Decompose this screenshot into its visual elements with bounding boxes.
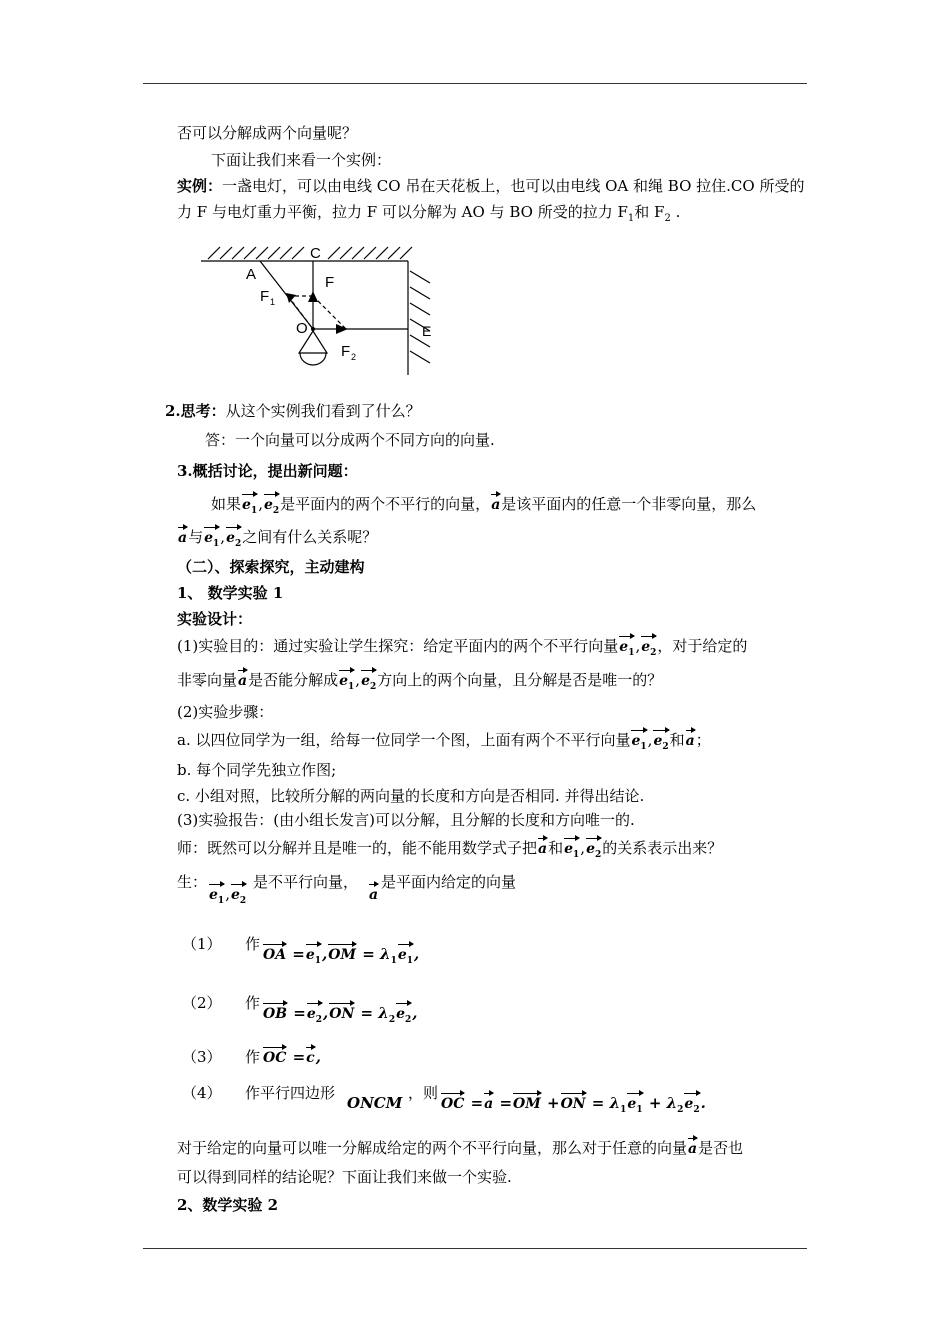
text-line: (1)实验目的：通过实验让学生探究：给定平面内的两个不平行向量$e_1,e_2$，对于给定的 bbox=[177, 636, 747, 663]
lamp-bulb bbox=[300, 353, 326, 365]
text-span: 方向上的两个向量，且分解是否是唯一的？ bbox=[377, 671, 663, 689]
formula: a bbox=[369, 887, 379, 903]
label-o: O bbox=[296, 320, 308, 337]
text-line: 可以得到同样的结论呢？下面让我们来做一个实验. bbox=[177, 1168, 512, 1186]
step-number: （1） bbox=[182, 935, 222, 953]
text-line: 作 bbox=[245, 1048, 261, 1066]
text-span: 非零向量 bbox=[177, 671, 238, 689]
text-span: 对于给定的向量可以唯一分解成给定的两个不平行向量，那么对于任意的向量 bbox=[177, 1139, 688, 1157]
text-span: 生： bbox=[177, 873, 208, 891]
text-line: 力 F 与电灯重力平衡，拉力 F 可以分解为 AO 与 BO 所受的拉力 $F_1$和 $F_2$ . bbox=[177, 203, 681, 224]
text-span: 如果 bbox=[211, 495, 242, 513]
text-span: 的关系表示出来？ bbox=[602, 839, 723, 857]
text-span: ，对于给定的 bbox=[657, 637, 748, 655]
text-line: (2)实验步骤： bbox=[177, 703, 274, 721]
text-line: 作 bbox=[245, 935, 261, 953]
label-f1-sub: 1 bbox=[270, 297, 276, 307]
text-span: 之间有什么关系呢？ bbox=[242, 528, 378, 546]
text-span: 是平面内给定的向量 bbox=[381, 873, 517, 891]
formula: ONCM bbox=[347, 1094, 403, 1112]
text-line bbox=[177, 176, 804, 196]
text-line bbox=[177, 872, 207, 892]
text-line bbox=[165, 401, 421, 421]
label-c: C bbox=[310, 245, 321, 262]
text-span: 是平面内的两个不平行的向量， bbox=[280, 495, 491, 513]
label-f1: F bbox=[260, 288, 270, 305]
text-line: a. 以四位同学为一组，给每一位同学一个图，上面有两个不平行向量$e_1,e_2$和a； bbox=[177, 730, 711, 757]
label-b: E bbox=[422, 323, 432, 339]
label-f: F bbox=[325, 274, 335, 291]
formula: OC $=a =OM +ON = \lambda_1e_1 + \lambda_2e_2$. bbox=[440, 1093, 706, 1120]
text-line bbox=[177, 583, 283, 603]
footer-rule bbox=[143, 1248, 807, 1249]
dash-diag bbox=[313, 296, 346, 329]
section-heading: （二）、探索探究，主动建构 bbox=[177, 558, 365, 576]
text-line: 师：既然可以分解并且是唯一的，能不能用数学式子把a和$e_1,e_2$的关系表示出来？ bbox=[177, 838, 722, 865]
text-span: 是该平面内的任意一个非零向量，那么 bbox=[501, 495, 757, 513]
formula: OA $=e_1,OM = \lambda_1e_1$, bbox=[262, 944, 419, 971]
text-span: 是否能分解成 bbox=[248, 671, 339, 689]
text-line: b. 每个同学先独立作图; bbox=[177, 761, 337, 779]
text-span: ； bbox=[695, 731, 711, 749]
step-number: （2） bbox=[182, 994, 222, 1012]
text-line: 如果$e_1,e_2$是平面内的两个不平行的向量，a是该平面内的任意一个非零向量，那么 bbox=[211, 494, 756, 521]
text-line: 下面让我们来看一个实例： bbox=[211, 151, 392, 169]
text-line: 答：一个向量可以分成两个不同方向的向量. bbox=[205, 431, 495, 449]
wall-hatch bbox=[410, 271, 430, 363]
text-line: c. 小组对照，比较所分解的两向量的长度和方向是否相同. 并得出结论. bbox=[177, 787, 645, 805]
text-span: 1、 数学实验 1 bbox=[177, 584, 284, 602]
point-o bbox=[311, 327, 315, 331]
text-line: 非零向量a是否能分解成$e_1,e_2$方向上的两个向量，且分解是否是唯一的？ bbox=[177, 670, 662, 697]
text-span: . bbox=[670, 203, 681, 221]
text-span: 和 bbox=[548, 839, 564, 857]
text-span: 是否也 bbox=[698, 1139, 744, 1157]
text-span: 和 bbox=[669, 731, 685, 749]
text-span: 从这个实例我们看到了什么？ bbox=[225, 402, 421, 420]
text-line: 否可以分解成两个向量呢？ bbox=[177, 124, 358, 142]
section-heading: 实验设计： bbox=[177, 610, 253, 628]
example-label: 实例： bbox=[177, 177, 223, 195]
text-span: 和 F bbox=[634, 203, 665, 221]
text-line bbox=[253, 872, 358, 892]
text-line: 作 bbox=[245, 994, 261, 1012]
arrow-f2 bbox=[336, 324, 348, 334]
label-f2-sub: 2 bbox=[351, 352, 357, 362]
text-line: a与$e_1,e_2$之间有什么关系呢？ bbox=[177, 527, 377, 554]
formula: OB $=e_2,ON = \lambda_2e_2$, bbox=[262, 1003, 418, 1030]
text-line: ，则 bbox=[408, 1084, 439, 1102]
text-span: 与 bbox=[188, 528, 204, 546]
text-line: (3)实验报告：(由小组长发言)可以分解，且分解的长度和方向唯一的. bbox=[177, 811, 635, 829]
text-line bbox=[381, 872, 516, 892]
text-span: 是不平行向量， bbox=[253, 873, 359, 891]
section-heading: 3.概括讨论，提出新问题： bbox=[177, 462, 358, 480]
lamp-force-diagram bbox=[196, 243, 441, 378]
text-span: (1)实验目的：通过实验让学生探究：给定平面内的两个不平行向量 bbox=[177, 637, 619, 655]
text-line: 作平行四边形 bbox=[245, 1084, 336, 1102]
label-a: A bbox=[246, 266, 257, 283]
header-rule bbox=[143, 83, 807, 84]
formula: OC =c, bbox=[263, 1048, 321, 1066]
section-heading: 2、数学实验 2 bbox=[177, 1196, 279, 1214]
text-span: 力 F 与电灯重力平衡，拉力 F 可以分解为 AO 与 BO 所受的拉力 F bbox=[177, 203, 628, 221]
formula: $e_1,e_2$ bbox=[208, 884, 247, 911]
text-span: 师：既然可以分解并且是唯一的，能不能用数学式子把 bbox=[177, 839, 538, 857]
text-span: 2.思考： bbox=[165, 402, 226, 420]
text-span: a. 以四位同学为一组，给每一位同学一个图，上面有两个不平行向量 bbox=[177, 731, 631, 749]
label-f2: F bbox=[341, 343, 351, 360]
step-number: （3） bbox=[182, 1048, 222, 1066]
step-number: （4） bbox=[182, 1084, 222, 1102]
example-text: 一盏电灯，可以由电线 CO 吊在天花板上，也可以由电线 OA 和绳 BO 拉住.CO 所受的 bbox=[222, 177, 805, 195]
text-line: 对于给定的向量可以唯一分解成给定的两个不平行向量，那么对于任意的向量a是否也 bbox=[177, 1139, 744, 1157]
